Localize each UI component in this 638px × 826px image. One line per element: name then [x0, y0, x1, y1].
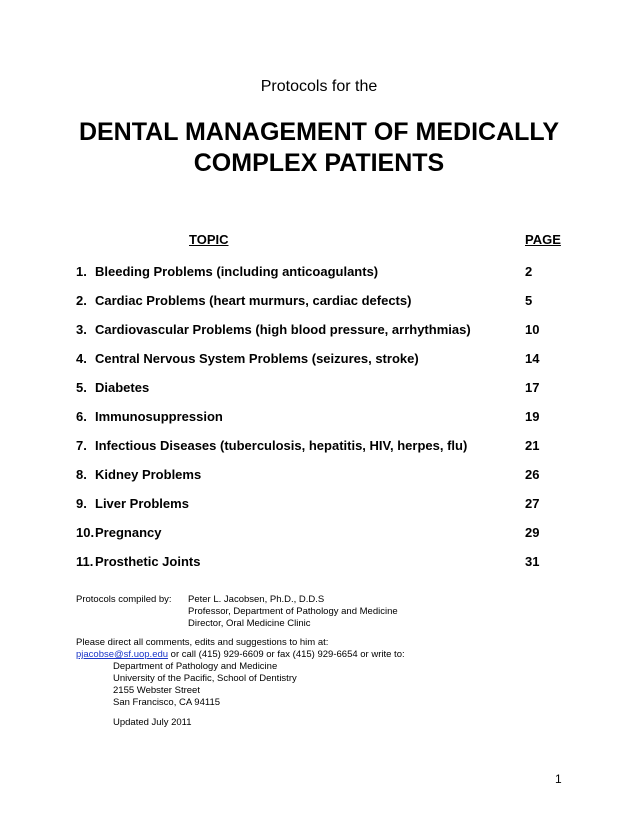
toc-page: 2	[525, 264, 533, 279]
toc-label: Immunosuppression	[95, 409, 223, 424]
page-number: 1	[555, 772, 562, 786]
toc-page: 31	[525, 554, 540, 569]
contact-phone-text: or call (415) 929-6609 or fax (415) 929-6654 or write to:	[168, 649, 405, 660]
toc-label: Pregnancy	[95, 525, 162, 540]
toc-label: Cardiac Problems (heart murmurs, cardiac defects)	[95, 293, 412, 308]
toc-label: Central Nervous System Problems (seizures, stroke)	[95, 351, 419, 366]
contact-email-link[interactable]: pjacobse@sf.uop.edu	[76, 649, 169, 660]
toc-row	[76, 380, 566, 398]
toc-page: 17	[525, 380, 540, 395]
toc-row	[76, 438, 566, 456]
toc-number: 5.	[76, 380, 87, 395]
toc-number: 1.	[76, 264, 87, 279]
toc-row	[76, 409, 566, 427]
toc-page: 27	[525, 496, 540, 511]
compiler-title-2: Director, Oral Medicine Clinic	[188, 618, 311, 629]
toc-row	[76, 293, 566, 311]
toc-label: Bleeding Problems (including anticoagulants)	[95, 264, 379, 279]
toc-number: 6.	[76, 409, 87, 424]
updated-date: Updated July 2011	[113, 717, 192, 728]
toc-number: 3.	[76, 322, 87, 337]
toc-page: 14	[525, 351, 540, 366]
toc-page: 29	[525, 525, 540, 540]
pretitle: Protocols for the	[260, 78, 378, 95]
address-line-4: San Francisco, CA 94115	[113, 697, 221, 708]
toc-number: 8.	[76, 467, 87, 482]
toc-page: 26	[525, 467, 540, 482]
toc-label: Liver Problems	[95, 496, 189, 511]
toc-page: 21	[525, 438, 540, 453]
toc-row	[76, 525, 566, 543]
compiled-label: Protocols compiled by:	[76, 594, 172, 605]
toc-row	[76, 554, 566, 572]
compiler-title-1: Professor, Department of Pathology and Medicine	[188, 606, 398, 617]
toc-page: 5	[525, 293, 533, 308]
toc-label: Diabetes	[95, 380, 150, 395]
toc-number: 4.	[76, 351, 87, 366]
toc-row	[76, 496, 566, 514]
toc-label: Prosthetic Joints	[95, 554, 201, 569]
toc-label: Kidney Problems	[95, 467, 202, 482]
toc-number: 10.	[76, 525, 95, 540]
toc-row	[76, 351, 566, 369]
contact-intro: Please direct all comments, edits and suggestions to him at:	[76, 637, 329, 648]
toc-row	[76, 264, 566, 282]
title-line-2: COMPLEX PATIENTS	[193, 149, 445, 177]
title-line-1: DENTAL MANAGEMENT OF MEDICALLY	[78, 118, 560, 146]
toc-number: 7.	[76, 438, 87, 453]
contact-line	[76, 649, 405, 661]
toc-label: Infectious Diseases (tuberculosis, hepatitis, HIV, herpes, flu)	[95, 438, 468, 453]
toc-page: 10	[525, 322, 540, 337]
address-line-3: 2155 Webster Street	[113, 685, 200, 696]
toc-number: 11.	[76, 554, 94, 569]
toc-label: Cardiovascular Problems (high blood pressure, arrhythmias)	[95, 322, 471, 337]
page-column-header: PAGE	[525, 232, 561, 247]
document-title	[0, 117, 638, 179]
toc-number: 9.	[76, 496, 87, 511]
topic-column-header: TOPIC	[189, 232, 229, 247]
toc-page: 19	[525, 409, 540, 424]
address-line-2: University of the Pacific, School of Dentistry	[113, 673, 297, 684]
toc-row	[76, 467, 566, 485]
toc-row	[76, 322, 566, 340]
compiler-name: Peter L. Jacobsen, Ph.D., D.D.S	[188, 594, 325, 605]
toc-number: 2.	[76, 293, 87, 308]
address-line-1: Department of Pathology and Medicine	[113, 661, 278, 672]
